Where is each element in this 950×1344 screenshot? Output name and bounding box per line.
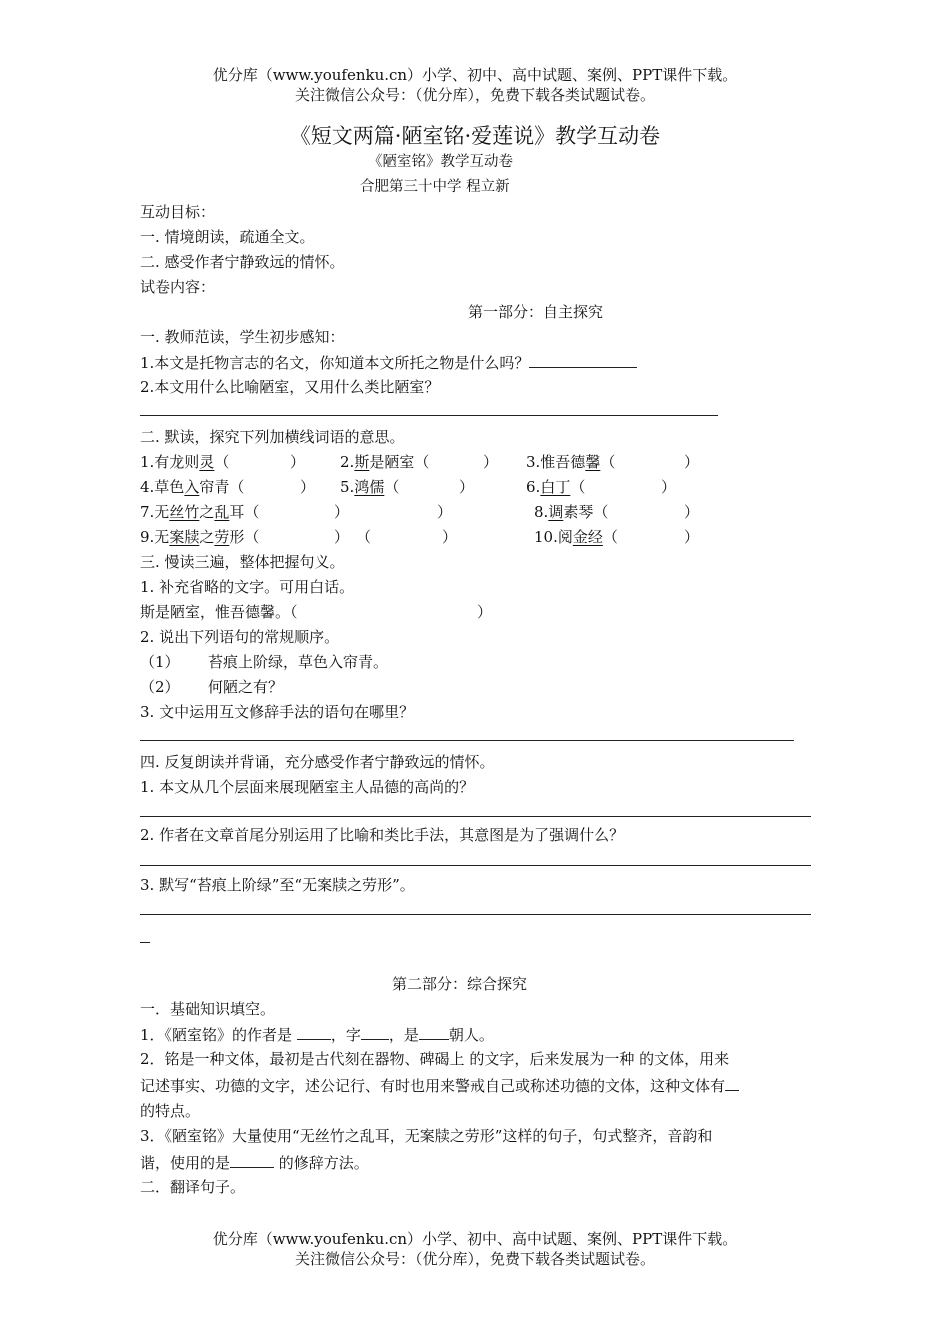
vocab-open: （ (356, 528, 372, 546)
part1-s3-q2-1-num: （1） (140, 653, 180, 671)
part2-heading: 第二部分：综合探究 (392, 975, 528, 993)
part1-s3-q2-2-num: （2） (140, 678, 180, 696)
page-title: 《短文两篇·陋室铭·爱莲说》教学互动卷 (289, 124, 661, 148)
part1-s3-q2: 2. 说出下列语句的常规顺序。 (140, 628, 340, 646)
answer-line[interactable] (140, 740, 794, 741)
part2-section2-heading: 二．翻译句子。 (140, 1178, 246, 1196)
subtitle: 《陋室铭》教学互动卷 (368, 154, 513, 170)
part1-section3-heading: 三. 慢读三遍，整体把握句义。 (140, 553, 345, 571)
part1-s3-q2-2: 何陋之有？ (208, 678, 284, 696)
answer-line[interactable] (140, 816, 811, 817)
part1-s4-q2: 2. 作者在文章首尾分别运用了比喻和类比手法，其意图是为了强调什么？ (140, 826, 625, 844)
part2-q3-line1: 3．《陋室铭》大量使用“无丝竹之乱耳，无案牍之劳形”这样的句子，句式整齐，音韵和 (140, 1127, 713, 1145)
vocab-close: ） (684, 453, 700, 471)
answer-line[interactable] (140, 415, 718, 416)
answer-blank[interactable] (361, 1027, 389, 1040)
author-line: 合肥第三十中学 程立新 (360, 179, 510, 195)
vocab-close: ） (437, 503, 453, 521)
vocab-close: ） (300, 478, 316, 496)
vocab-close: ） (661, 478, 677, 496)
vocab-item-8: 8.调素琴（ (534, 503, 609, 521)
part1-q1-text: 1.本文是托物言志的名文，你知道本文所托之物是什么吗？ (140, 354, 530, 372)
part2-q1: 1．《陋室铭》的作者是 ，字 ，是 朝人。 (140, 1026, 494, 1044)
part2-q2-line2: 记述事实、功德的文字，述公记行、有时也用来警戒自己或称述功德的文体，这种文体有 (140, 1078, 739, 1094)
vocab-item-4: 4.草色入帘青（ (140, 478, 245, 496)
goals-heading: 互动目标： (140, 203, 216, 221)
part1-s4-q3: 3. 默写“苔痕上阶绿”至“无案牍之劳形”。 (140, 876, 415, 894)
part1-s3-q3: 3. 文中运用互文修辞手法的语句在哪里？ (140, 703, 415, 721)
vocab-item-3: 3.惟吾德馨（ (526, 453, 616, 471)
part1-q1 (140, 355, 637, 371)
header-line-1: 优分库（www.youfenku.cn）小学、初中、高中试题、案例、PPT课件下载。 (212, 66, 738, 84)
part2-q2-line1: 2．铭是一种文体，最初是古代刻在器物、碑碣上 的文字，后来发展为一种 的文体，用来 (140, 1050, 730, 1068)
answer-blank[interactable] (230, 1155, 274, 1168)
answer-line[interactable] (140, 865, 811, 866)
part1-heading: 第一部分：自主探究 (468, 303, 604, 321)
answer-blank[interactable] (529, 355, 637, 368)
vocab-item-2: 2.斯是陋室（ (340, 453, 430, 471)
answer-blank[interactable] (419, 1027, 449, 1040)
part1-s4-q1: 1. 本文从几个层面来展现陋室主人品德的高尚的？ (140, 778, 475, 796)
part1-section1-heading: 一. 教师范读，学生初步感知： (140, 328, 345, 346)
vocab-close: ） (334, 528, 350, 546)
vocab-item-5: 5.鸿儒（ (340, 478, 400, 496)
part1-s3-q2-1: 苔痕上阶绿，草色入帘青。 (208, 653, 389, 671)
part1-s3-q1: 1. 补充省略的文字。可用白话。 (140, 578, 355, 596)
part2-q3-line2: 谐，使用的是 的修辞方法。 (140, 1154, 369, 1172)
vocab-item-7: 7.无丝竹之乱耳（ (140, 503, 260, 521)
part1-section2-heading: 二. 默读，探究下列加横线词语的意思。 (140, 428, 405, 446)
vocab-close: ） (334, 503, 350, 521)
footer-line-1: 优分库（www.youfenku.cn）小学、初中、高中试题、案例、PPT课件下载。 (212, 1230, 738, 1248)
answer-line[interactable] (140, 914, 811, 915)
vocab-close: ） (442, 528, 458, 546)
part2-section1-heading: 一．基础知识填空。 (140, 1000, 276, 1018)
part1-section4-heading: 四. 反复朗读并背诵，充分感受作者宁静致远的情怀。 (140, 753, 495, 771)
goal-item: 一. 情境朗读，疏通全文。 (140, 228, 315, 246)
vocab-item-9: 9.无案牍之劳形（ (140, 528, 260, 546)
stray-mark (140, 942, 150, 943)
vocab-close: ） (684, 503, 700, 521)
part1-q2: 2.本文用什么比喻陋室，又用什么类比陋室？ (140, 378, 440, 396)
vocab-close: ） (684, 528, 700, 546)
vocab-close: ） (459, 478, 475, 496)
part2-q2-line3: 的特点。 (140, 1102, 201, 1120)
content-heading: 试卷内容： (140, 278, 216, 296)
part1-s3-q1-sentence: 斯是陋室，惟吾德馨。（ (140, 603, 298, 621)
answer-blank[interactable] (297, 1027, 331, 1040)
vocab-item-1: 1.有龙则灵（ (140, 453, 230, 471)
vocab-item-6: 6.白丁（ (526, 478, 586, 496)
header-line-2: 关注微信公众号：（优分库），免费下载各类试题试卷。 (294, 86, 655, 104)
answer-blank[interactable] (725, 1078, 739, 1091)
vocab-item-10: 10.阅金经（ (534, 528, 618, 546)
goal-item: 二. 感受作者宁静致远的情怀。 (140, 253, 345, 271)
vocab-close: ） (290, 453, 306, 471)
paren-close: ） (477, 603, 493, 621)
vocab-close: ） (483, 453, 499, 471)
footer-line-2: 关注微信公众号：（优分库），免费下载各类试题试卷。 (294, 1250, 655, 1268)
